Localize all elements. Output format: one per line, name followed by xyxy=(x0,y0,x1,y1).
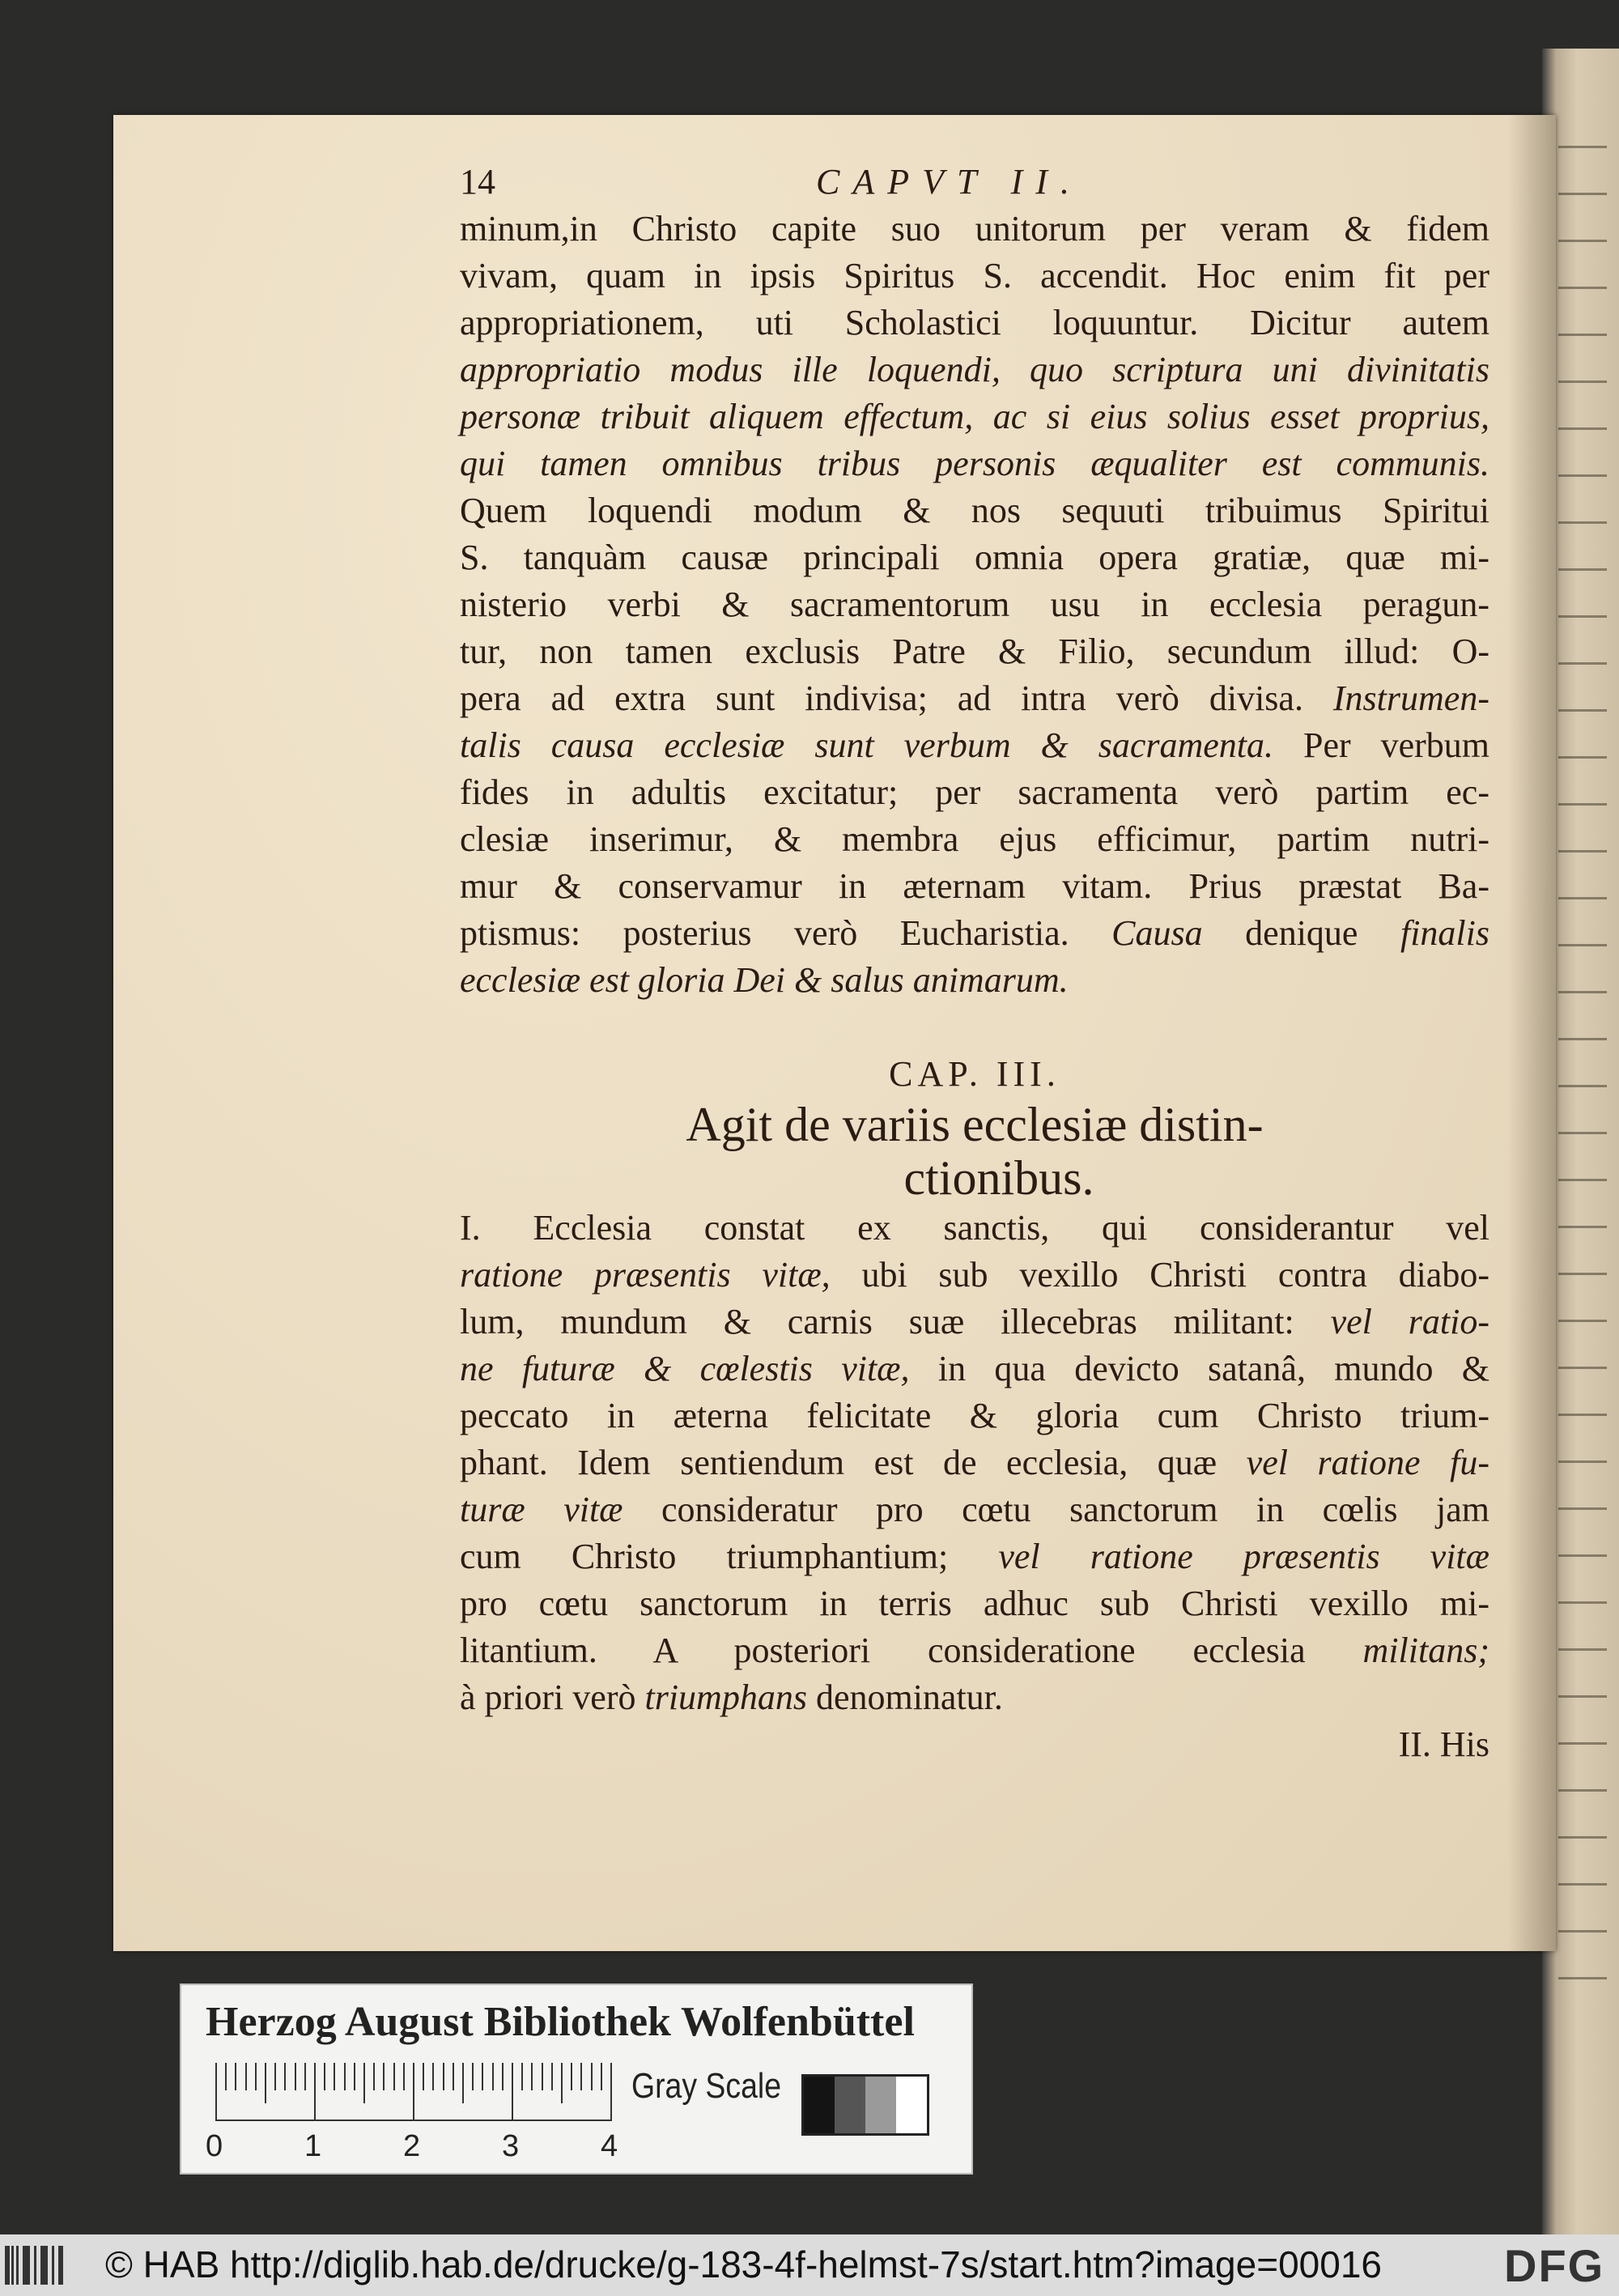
text-block-chapter-2-end xyxy=(460,206,1489,1004)
ruler-tick xyxy=(423,2063,424,2090)
roman-text: denique xyxy=(1202,913,1400,953)
roman-text: S. tanquàm causæ principali omnia opera gratiæ, quæ mi- xyxy=(460,538,1489,577)
adjacent-page-text-mark xyxy=(1558,521,1607,524)
ruler-tick xyxy=(512,2063,513,2120)
adjacent-page-text-mark xyxy=(1558,1977,1607,1979)
ruler-tick xyxy=(521,2063,523,2090)
roman-text: ubi sub vexillo Christi contra diabo- xyxy=(861,1255,1489,1295)
roman-text: Quem loquendi modum & nos sequuti tribuimus Spiritui xyxy=(460,491,1489,530)
chapter-title-line-2: ctionibus. xyxy=(903,1151,1094,1205)
italic-text: finalis xyxy=(1400,913,1489,953)
ruler-tick xyxy=(472,2063,474,2090)
italic-text: ecclesiæ est gloria Dei & salus animarum. xyxy=(460,960,1069,1000)
adjacent-page-text-mark xyxy=(1558,1742,1607,1745)
ruler-tick xyxy=(235,2063,236,2090)
roman-text: pera ad extra sunt indivisa; ad intra verò divisa. xyxy=(460,678,1333,718)
catchword: II. His xyxy=(1398,1724,1489,1764)
ruler-tick xyxy=(334,2063,335,2090)
ruler-baseline xyxy=(215,2120,612,2121)
text-line xyxy=(460,1392,1489,1439)
logo-bar xyxy=(52,2246,54,2285)
adjacent-page-text-mark xyxy=(1558,1836,1607,1839)
roman-text: litantium. A posteriori consideratione ecclesia xyxy=(460,1631,1363,1670)
ruler-label-1: 1 xyxy=(304,2129,322,2163)
ruler-tick xyxy=(215,2063,217,2120)
ruler-tick xyxy=(324,2063,325,2090)
logo-bar xyxy=(45,2246,48,2285)
library-name: Herzog August Bibliothek Wolfenbüttel xyxy=(206,1999,915,2045)
adjacent-page-text-mark xyxy=(1558,1930,1607,1932)
text-line xyxy=(460,863,1489,910)
adjacent-page-text-mark xyxy=(1558,709,1607,712)
adjacent-page-text-mark xyxy=(1558,1554,1607,1557)
ruler-tick xyxy=(383,2063,385,2090)
roman-text: minum,in Christo capite suo unitorum per veram & fidem xyxy=(460,209,1489,249)
roman-text: appropriationem, uti Scholastici loquuntur. Dicitur autem xyxy=(460,303,1489,342)
library-color-card xyxy=(180,1983,973,2175)
ruler-label-4: 4 xyxy=(601,2129,618,2163)
ruler-tick xyxy=(443,2063,444,2090)
ruler-tick xyxy=(551,2063,553,2090)
page-text xyxy=(460,159,1489,1768)
show-through-line xyxy=(460,1004,1489,1051)
text-line xyxy=(460,581,1489,628)
text-line xyxy=(460,1439,1489,1486)
gray-swatch-2 xyxy=(865,2077,896,2133)
text-line xyxy=(460,957,1489,1004)
adjacent-page-text-mark xyxy=(1558,240,1607,242)
logo-bar xyxy=(28,2246,30,2285)
text-line xyxy=(460,253,1489,300)
text-block-chapter-3 xyxy=(460,1205,1489,1721)
adjacent-page-text-mark xyxy=(1558,1648,1607,1651)
gray-scale-swatches xyxy=(801,2074,929,2136)
italic-text: qui tamen omnibus tribus personis æqualiter est communis. xyxy=(460,444,1489,483)
adjacent-page-text-mark xyxy=(1558,427,1607,430)
roman-text: fides in adultis excitatur; per sacramenta verò partim ec- xyxy=(460,772,1489,812)
ruler-tick xyxy=(354,2063,355,2090)
ruler-tick xyxy=(344,2063,346,2090)
text-line xyxy=(460,769,1489,816)
text-line xyxy=(460,1627,1489,1674)
hab-logo-icon xyxy=(5,2246,66,2285)
ruler-tick xyxy=(571,2063,572,2090)
ruler-tick xyxy=(295,2063,296,2090)
text-line xyxy=(460,300,1489,347)
adjacent-page-text-mark xyxy=(1558,615,1607,618)
ruler-tick xyxy=(403,2063,405,2090)
page-number: 14 xyxy=(460,162,495,202)
roman-text: ptismus: posterius verò Eucharistia. xyxy=(460,913,1112,953)
adjacent-page-text-mark xyxy=(1558,991,1607,993)
logo-bar xyxy=(34,2246,36,2285)
ruler-tick xyxy=(363,2063,365,2103)
ruler-tick xyxy=(531,2063,533,2090)
roman-text: pro cœtu sanctorum in terris adhuc sub Christi vexillo mi- xyxy=(460,1584,1489,1623)
italic-text: turæ vitæ xyxy=(460,1490,662,1529)
text-line xyxy=(460,487,1489,534)
running-header xyxy=(460,159,1489,206)
ruler-tick xyxy=(453,2063,454,2090)
text-line xyxy=(460,534,1489,581)
chapter-heading: CAP. III. xyxy=(889,1054,1060,1094)
adjacent-page-text-mark xyxy=(1558,334,1607,336)
ruler-tick xyxy=(542,2063,543,2090)
roman-text: à priori verò xyxy=(460,1677,645,1717)
roman-text: tur, non tamen exclusis Patre & Filio, secundum illud: O- xyxy=(460,631,1489,671)
text-line xyxy=(460,816,1489,863)
text-line xyxy=(460,1205,1489,1252)
adjacent-page-text-mark xyxy=(1558,1226,1607,1228)
italic-text: personæ tribuit aliquem effectum, ac si eius solius esset proprius, xyxy=(460,397,1489,436)
italic-text: talis causa ecclesiæ sunt verbum & sacramenta. xyxy=(460,725,1303,765)
text-line xyxy=(460,910,1489,957)
ruler-tick xyxy=(462,2063,464,2103)
italic-text: vel ratione præsentis vitæ xyxy=(998,1537,1489,1576)
chapter-title-line-1: Agit de variis ecclesiæ distin- xyxy=(686,1098,1264,1151)
adjacent-page-text-mark xyxy=(1558,756,1607,759)
italic-text: Instrumen- xyxy=(1332,678,1489,718)
italic-text: appropriatio modus ille loquendi, quo scriptura uni divinitatis xyxy=(460,350,1489,389)
adjacent-page-text-mark xyxy=(1558,1461,1607,1463)
text-line xyxy=(460,1533,1489,1580)
adjacent-page-text-mark xyxy=(1558,1507,1607,1510)
text-line xyxy=(460,1580,1489,1627)
roman-text: in qua devicto satanâ, mundo & xyxy=(937,1349,1489,1388)
roman-text: consideratur pro cœtu sanctorum in cœlis jam xyxy=(661,1490,1489,1529)
adjacent-page-text-mark xyxy=(1558,193,1607,195)
adjacent-page-text-mark xyxy=(1558,1414,1607,1416)
ruler-tick xyxy=(255,2063,257,2090)
adjacent-page-text-mark xyxy=(1558,568,1607,571)
adjacent-page-text-mark xyxy=(1558,1601,1607,1604)
footer-bar xyxy=(0,2234,1619,2296)
adjacent-page-text-mark xyxy=(1558,1883,1607,1886)
ruler-tick xyxy=(393,2063,395,2090)
ruler-tick xyxy=(225,2063,227,2090)
ruler-tick xyxy=(274,2063,276,2090)
ruler-tick xyxy=(601,2063,602,2090)
roman-text: Per verbum xyxy=(1302,725,1489,765)
logo-bar xyxy=(16,2246,19,2285)
roman-text: peccato in æterna felicitate & gloria cum Christo trium- xyxy=(460,1396,1489,1435)
ruler-tick xyxy=(245,2063,247,2090)
adjacent-page-text-mark xyxy=(1558,897,1607,899)
roman-text: cum Christo triumphantium; xyxy=(460,1537,999,1576)
ruler-tick xyxy=(413,2063,414,2120)
italic-text: Causa xyxy=(1111,913,1203,953)
italic-text: ne futuræ & cœlestis vitæ, xyxy=(460,1349,938,1388)
page-gutter-shadow xyxy=(1507,115,1556,1951)
running-title: CAPVT II. xyxy=(816,162,1082,202)
roman-text: denominatur. xyxy=(806,1677,1003,1717)
ruler-tick xyxy=(580,2063,582,2090)
ruler-tick xyxy=(304,2063,306,2090)
adjacent-page-text-mark xyxy=(1558,1038,1607,1040)
italic-text: triumphans xyxy=(644,1677,807,1717)
gray-swatch-3 xyxy=(896,2077,927,2133)
adjacent-page-text-mark xyxy=(1558,944,1607,946)
text-line xyxy=(460,628,1489,675)
ruler-tick xyxy=(561,2063,563,2103)
logo-bar xyxy=(58,2246,63,2285)
text-line xyxy=(460,1674,1489,1721)
logo-bar xyxy=(5,2246,10,2285)
adjacent-page-text-mark xyxy=(1558,1367,1607,1369)
adjacent-page-text-mark xyxy=(1558,850,1607,852)
catchword-row xyxy=(460,1721,1489,1768)
dfg-logo: DFG xyxy=(1504,2240,1605,2291)
ruler-label-2: 2 xyxy=(403,2129,421,2163)
ruler-label-3: 3 xyxy=(502,2129,520,2163)
adjacent-page-text-mark xyxy=(1558,1179,1607,1181)
italic-text: ratione præsentis vitæ, xyxy=(460,1255,862,1295)
adjacent-page-text-mark xyxy=(1558,1132,1607,1134)
text-line xyxy=(460,347,1489,393)
ruler-tick xyxy=(591,2063,593,2090)
adjacent-page-text-mark xyxy=(1558,474,1607,477)
text-line xyxy=(460,1252,1489,1299)
roman-text: vivam, quam in ipsis Spiritus S. accendit. Hoc enim fit per xyxy=(460,256,1489,296)
ruler-tick xyxy=(314,2063,316,2120)
ruler-tick xyxy=(492,2063,494,2090)
text-line xyxy=(460,206,1489,253)
ruler-tick xyxy=(373,2063,375,2090)
roman-text: lum, mundum & carnis suæ illecebras militant: xyxy=(460,1302,1331,1341)
adjacent-page-text-mark xyxy=(1558,803,1607,806)
italic-text: militans; xyxy=(1362,1631,1489,1670)
adjacent-page-text-mark xyxy=(1558,287,1607,289)
text-line xyxy=(460,440,1489,487)
text-line xyxy=(460,393,1489,440)
roman-text: clesiæ inserimur, & membra ejus efficimur, partim nutri- xyxy=(460,819,1489,859)
italic-text: vel ratione fu- xyxy=(1246,1443,1489,1482)
ruler-tick xyxy=(265,2063,266,2103)
ruler-tick xyxy=(610,2063,612,2120)
roman-text: mur & conservamur in æternam vitam. Prius præstat Ba- xyxy=(460,866,1489,906)
copyright-url[interactable]: © HAB http://diglib.hab.de/drucke/g-183-4f-helmst-7s/start.htm?image=00016 xyxy=(105,2243,1383,2285)
text-line xyxy=(460,722,1489,769)
gray-scale-label: Gray Scale xyxy=(631,2066,781,2106)
adjacent-page-text-mark xyxy=(1558,1789,1607,1792)
ruler-tick xyxy=(482,2063,483,2090)
ruler-tick xyxy=(432,2063,434,2090)
gray-swatch-1 xyxy=(835,2077,865,2133)
logo-bar xyxy=(11,2246,14,2285)
adjacent-page-text-mark xyxy=(1558,1320,1607,1322)
gray-swatch-0 xyxy=(804,2077,835,2133)
adjacent-page-text-mark xyxy=(1558,1273,1607,1275)
roman-text: nisterio verbi & sacramentorum usu in ecclesia peragun- xyxy=(460,585,1489,624)
ruler-tick xyxy=(284,2063,286,2090)
ruler-tick xyxy=(502,2063,504,2090)
measurement-ruler xyxy=(215,2063,612,2120)
adjacent-page-text-mark xyxy=(1558,1695,1607,1698)
adjacent-page-text-mark xyxy=(1558,146,1607,148)
adjacent-page-text-mark xyxy=(1558,1085,1607,1087)
italic-text: vel ratio- xyxy=(1330,1302,1489,1341)
adjacent-page-text-mark xyxy=(1558,662,1607,665)
text-line xyxy=(460,675,1489,722)
roman-text: phant. Idem sentiendum est de ecclesia, quæ xyxy=(460,1443,1247,1482)
text-line xyxy=(460,1299,1489,1346)
text-line xyxy=(460,1486,1489,1533)
text-line xyxy=(460,1346,1489,1392)
ruler-label-0: 0 xyxy=(206,2129,223,2163)
roman-text: I. Ecclesia constat ex sanctis, qui considerantur vel xyxy=(460,1208,1489,1248)
adjacent-page-text-mark xyxy=(1558,381,1607,383)
